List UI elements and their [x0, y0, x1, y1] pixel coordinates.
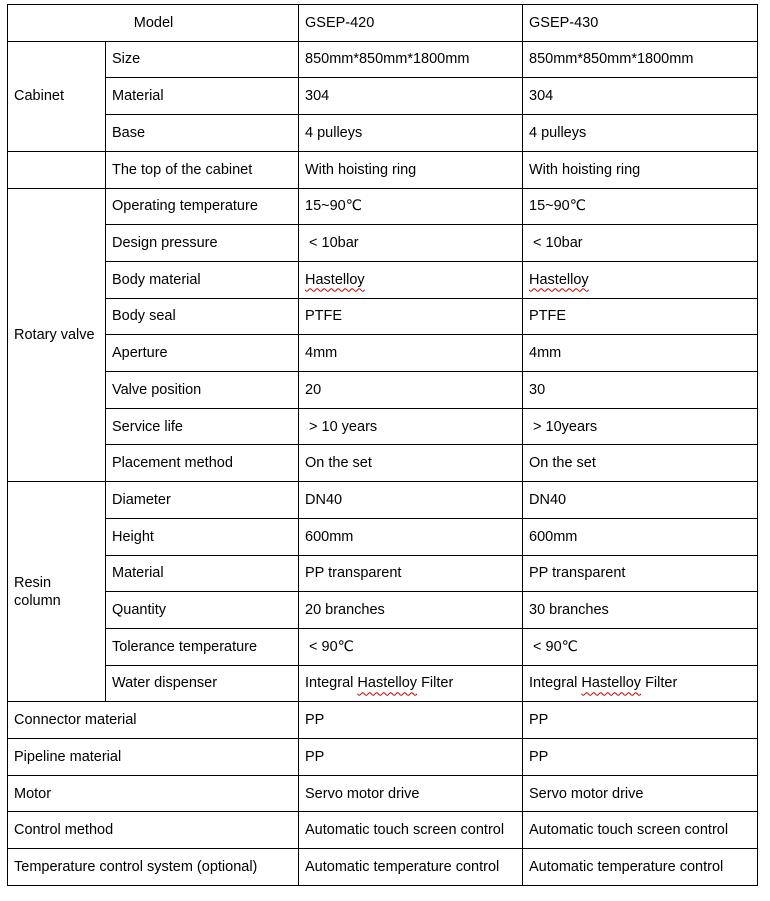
table-row	[8, 702, 758, 739]
misspelled-word: Hastelloy	[529, 271, 589, 288]
value-cell: 15~90℃	[299, 188, 523, 225]
label-cell-quantity: Quantity	[106, 592, 299, 629]
value-cell: 30 branches	[523, 592, 758, 629]
value-cell: PP	[299, 739, 523, 776]
model-gsep-420-cell: GSEP-420	[299, 5, 523, 42]
value-cell: Servo motor drive	[523, 775, 758, 812]
value-cell: 304	[523, 78, 758, 115]
value-cell: PP	[299, 702, 523, 739]
table-row	[8, 408, 758, 445]
label-cell-body-material: Body material	[106, 261, 299, 298]
value-cell: PTFE	[299, 298, 523, 335]
misspelled-word: Hastelloy	[305, 271, 365, 288]
label-cell-body-seal: Body seal	[106, 298, 299, 335]
table-row	[8, 775, 758, 812]
table-row	[8, 628, 758, 665]
table-row	[8, 225, 758, 262]
value-cell: 304	[299, 78, 523, 115]
value-text: Integral	[305, 675, 358, 692]
label-cell-height: Height	[106, 518, 299, 555]
value-cell: PP	[523, 739, 758, 776]
label-cell-pipeline-material: Pipeline material	[8, 739, 299, 776]
table-row	[8, 78, 758, 115]
label-cell-size: Size	[106, 41, 299, 78]
value-cell: DN40	[299, 482, 523, 519]
table-row	[8, 482, 758, 519]
value-cell: DN40	[523, 482, 758, 519]
table-row	[8, 188, 758, 225]
value-cell: 4mm	[299, 335, 523, 372]
group-rotary-valve-cell: Rotary valve	[8, 188, 106, 482]
value-cell: PTFE	[523, 298, 758, 335]
table-row	[8, 592, 758, 629]
value-cell: < 10bar	[299, 225, 523, 262]
value-cell: 20	[299, 372, 523, 409]
table-row	[8, 372, 758, 409]
value-cell: Automatic touch screen control	[299, 812, 523, 849]
table-row	[8, 261, 758, 298]
value-cell: Automatic touch screen control	[523, 812, 758, 849]
label-cell-top-of-cabinet: The top of the cabinet	[106, 151, 299, 188]
label-cell-service-life: Service life	[106, 408, 299, 445]
value-cell: PP	[523, 702, 758, 739]
value-text: Filter	[641, 675, 678, 692]
value-cell: 850mm*850mm*1800mm	[523, 41, 758, 78]
value-cell: 600mm	[523, 518, 758, 555]
model-header-cell: Model	[8, 5, 299, 42]
group-resin-column-cell: Resin column	[8, 482, 106, 702]
value-cell: On the set	[299, 445, 523, 482]
label-cell-motor: Motor	[8, 775, 299, 812]
label-cell-operating-temperature: Operating temperature	[106, 188, 299, 225]
value-cell: 600mm	[299, 518, 523, 555]
table-row	[8, 518, 758, 555]
table-row	[8, 445, 758, 482]
spec-table	[7, 4, 758, 886]
label-cell-temperature-control-system: Temperature control system (optional)	[8, 849, 299, 886]
value-cell: 4 pulleys	[299, 115, 523, 152]
value-cell: Servo motor drive	[299, 775, 523, 812]
value-cell: > 10years	[523, 408, 758, 445]
value-cell: With hoisting ring	[299, 151, 523, 188]
label-cell-aperture: Aperture	[106, 335, 299, 372]
value-cell: < 90℃	[523, 628, 758, 665]
group-cabinet-cell: Cabinet	[8, 41, 106, 151]
table-row	[8, 555, 758, 592]
value-cell: Automatic temperature control	[299, 849, 523, 886]
value-cell: With hoisting ring	[523, 151, 758, 188]
value-text: Integral	[529, 675, 582, 692]
value-cell	[523, 665, 758, 702]
value-cell: 850mm*850mm*1800mm	[299, 41, 523, 78]
value-cell: PP transparent	[299, 555, 523, 592]
label-cell-connector-material: Connector material	[8, 702, 299, 739]
value-cell: 30	[523, 372, 758, 409]
value-cell	[523, 261, 758, 298]
value-cell: 15~90℃	[523, 188, 758, 225]
value-cell	[299, 261, 523, 298]
header-row	[8, 5, 758, 42]
label-cell-water-dispenser: Water dispenser	[106, 665, 299, 702]
table-row	[8, 335, 758, 372]
label-cell-resin-material: Material	[106, 555, 299, 592]
value-cell: On the set	[523, 445, 758, 482]
value-cell: 20 branches	[299, 592, 523, 629]
value-cell: > 10 years	[299, 408, 523, 445]
label-cell-placement-method: Placement method	[106, 445, 299, 482]
label-cell-material: Material	[106, 78, 299, 115]
table-row	[8, 665, 758, 702]
value-cell: Automatic temperature control	[523, 849, 758, 886]
value-cell: PP transparent	[523, 555, 758, 592]
label-cell-control-method: Control method	[8, 812, 299, 849]
label-cell-valve-position: Valve position	[106, 372, 299, 409]
empty-group-cell	[8, 151, 106, 188]
label-cell-tolerance-temperature: Tolerance temperature	[106, 628, 299, 665]
table-row	[8, 151, 758, 188]
value-cell: 4 pulleys	[523, 115, 758, 152]
value-cell: < 90℃	[299, 628, 523, 665]
label-cell-base: Base	[106, 115, 299, 152]
label-cell-design-pressure: Design pressure	[106, 225, 299, 262]
value-cell: 4mm	[523, 335, 758, 372]
model-gsep-430-cell: GSEP-430	[523, 5, 758, 42]
table-row	[8, 739, 758, 776]
value-text: Filter	[417, 675, 454, 692]
value-cell: < 10bar	[523, 225, 758, 262]
table-row	[8, 812, 758, 849]
misspelled-word: Hastelloy	[357, 675, 418, 692]
table-row	[8, 298, 758, 335]
table-row	[8, 41, 758, 78]
misspelled-word: Hastelloy	[581, 675, 642, 692]
value-cell	[299, 665, 523, 702]
label-cell-diameter: Diameter	[106, 482, 299, 519]
table-row	[8, 115, 758, 152]
table-row	[8, 849, 758, 886]
